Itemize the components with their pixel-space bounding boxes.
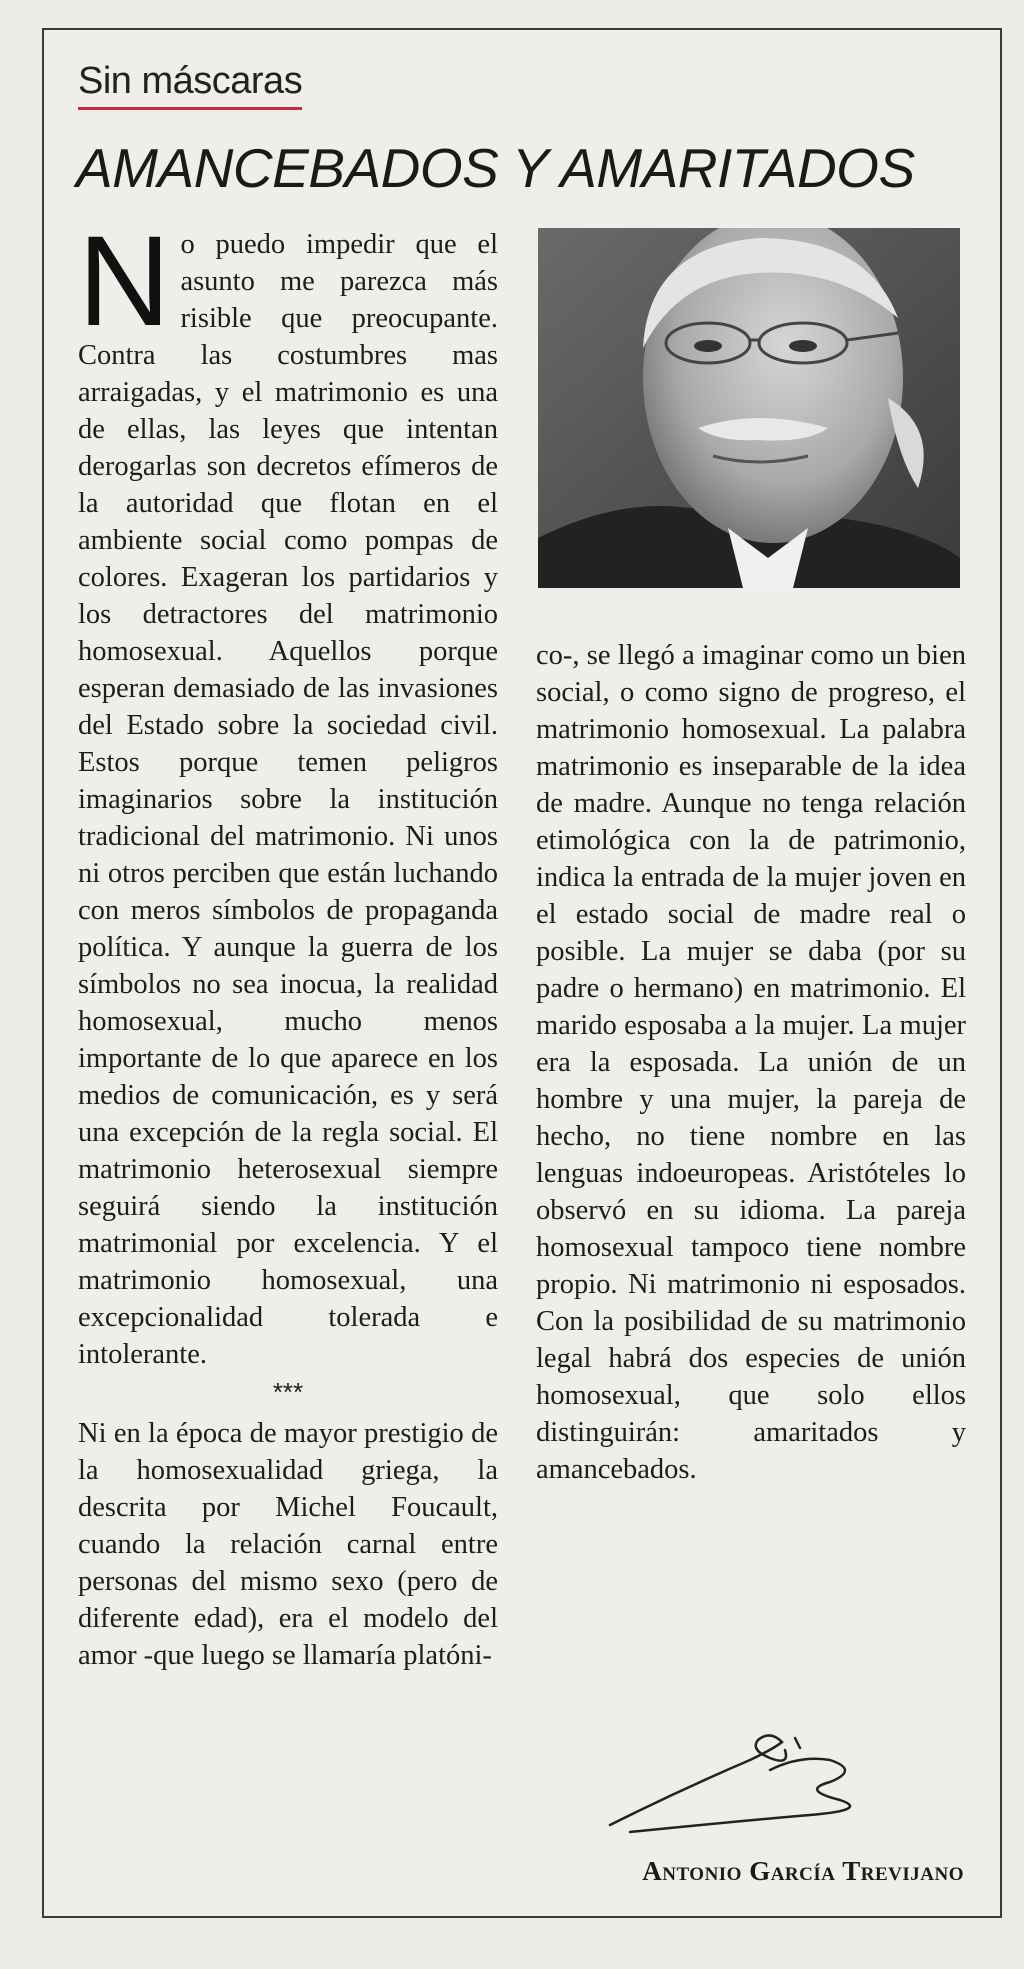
section-label: Sin máscaras [78,60,302,110]
article-column-1 [78,210,498,1674]
drop-cap: N [78,210,171,353]
article-column-2 [536,637,966,1488]
paragraph-2-start: Ni en la época de mayor prestigio de la homosexualidad griega, la descrita por Michel Foucault, cuando la relación carnal entre personas del mismo sexo (pero de diferente edad), era el modelo del amor -que luego se llamaría platóni- [78,1418,498,1671]
paragraph-1 [78,210,498,1373]
author-signature [600,1720,880,1840]
article-headline: AMANCEBADOS Y AMARITADOS [76,137,915,199]
paragraph-1-text: o puedo impedir que el asunto me parezca más risible que preocupante. Contra las costumbres mas arraigadas, y el matrimonio es una de ellas, las leyes que intentan derogarlas son decretos efímeros de la autoridad que flotan en el ambiente social como pompas de colores. Exageran los partidarios y los detractores del matrimonio homosexual. Aquellos porque esperan demasiado de las invasiones del Estado sobre la sociedad civil. Estos porque temen peligros imaginarios sobre la institución tradicional del matrimonio. Ni unos ni otros perciben que están luchando con meros símbolos de propaganda política. Y aunque la guerra de los símbolos no sea inocua, la realidad homosexual, mucho menos importante de lo que aparece en los medios de comunicación, es y será una excepción de la regla social. El matrimonio heterosexual siempre seguirá siendo la institución matrimonial por excelencia. Y el matrimonio homosexual, una excepcionalidad tolerada e intolerante. [78,229,498,1370]
author-portrait-icon [538,228,960,588]
section-separator: *** [272,1377,304,1407]
author-byline: Antonio García Trevijano [642,1856,964,1886]
paragraph-2-continued: co-, se llegó a imaginar como un bien social, o como signo de progreso, el matrimonio homosexual. La palabra matrimonio es inseparable de la idea de madre. Aunque no tenga relación etimológica con la de patrimonio, indica la entrada de la mujer joven en el estado social de madre real o posible. La mujer se daba (por su padre o hermano) en matrimonio. El marido esposaba a la mujer. La mujer era la esposada. La unión de un hombre y una mujer, la pareja de hecho, no tiene nombre en las lenguas indoeuropeas. Aristóteles lo observó en su idioma. La pareja homosexual tampoco tiene nombre propio. Ni matrimonio ni esposados. Con la posibilidad de su matrimonio legal habrá dos especies de unión homosexual, que solo ellos distinguirán: amaritados y amancebados. [536,640,966,1485]
author-portrait-photo [538,228,960,588]
